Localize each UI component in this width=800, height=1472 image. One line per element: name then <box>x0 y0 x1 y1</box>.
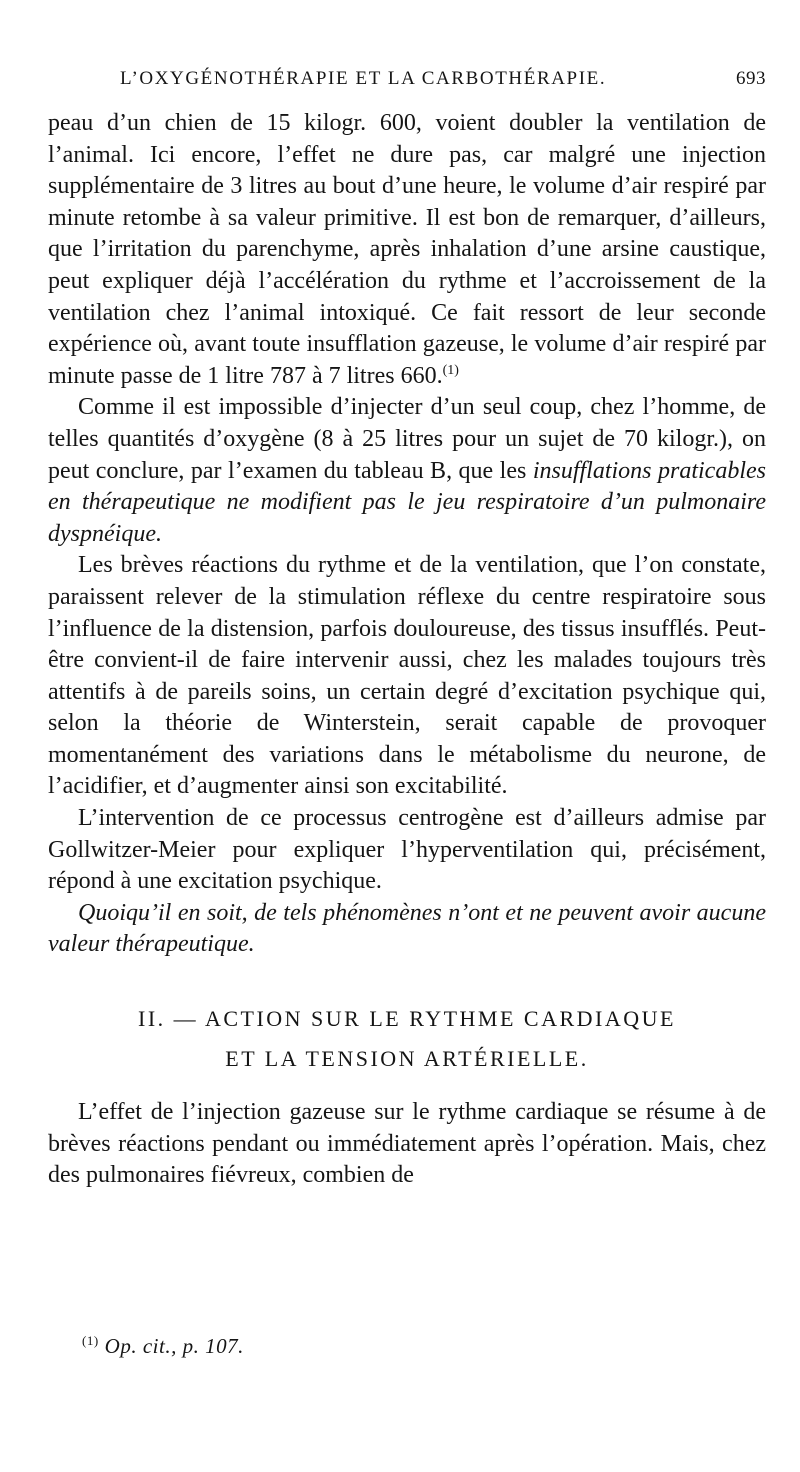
page-number: 693 <box>736 68 766 89</box>
paragraph-2 <box>48 392 766 550</box>
paragraph-2-emphasis: insufflations praticables en thérapeutique ne modifient pas le jeu respiratoire d’un pulmonaire dyspnéique. <box>48 457 766 547</box>
paragraph-1-text: peau d’un chien de 15 kilogr. 600, voient doubler la ventilation de l’animal. Ici encore, l’effet ne dure pas, car malgré une injection supplémentaire de 3 litres au bout d’une heure, le volume d’air respiré par minute retombe à sa valeur primitive. Il est bon de remarquer, d’ailleurs, que l’irritation du parenchyme, après inhalation d’une arsine caustique, peut expliquer déjà l’accélération du rythme et l’accroissement de la ventilation chez l’animal intoxiqué. Ce fait ressort de leur seconde expérience où, avant toute insufflation gazeuse, le volume d’air respiré par minute passe de 1 litre 787 à 7 litres 660. <box>48 110 766 389</box>
paragraph-1 <box>48 108 766 392</box>
paragraph-2-text: Comme il est impossible d’injecter d’un seul coup, chez l’homme, de telles quantités d’oxygène (8 à 25 litres pour un sujet de 70 kilogr.), on peut conclure, par l’examen du tableau B, que les <box>48 394 766 484</box>
footnote-marker: (1) <box>82 1333 99 1348</box>
section-heading <box>48 999 766 1079</box>
paragraph-3: Les brèves réactions du rythme et de la ventilation, que l’on constate, paraissent relever de la stimulation réflexe du centre respiratoire sous l’influence de la distension, parfois douloureuse, des tissus insufflés. Peut-être convient-il de faire intervenir aussi, chez les malades toujours très attentifs à de pareils soins, un certain degré d’excitation psychique qui, selon la théorie de Winterstein, serait capable de provoquer momentanément des variations dans le métabolisme du neurone, de l’acidifier, et d’augmenter ainsi son excitabilité. <box>48 552 766 800</box>
footnote <box>82 1334 244 1359</box>
footnote-reference: (1) <box>442 362 459 378</box>
section-heading-line-1: II. — ACTION SUR LE RYTHME CARDIAQUE <box>138 1006 676 1032</box>
running-header <box>120 68 766 90</box>
footnote-text: Op. cit., p. 107. <box>104 1334 244 1358</box>
paragraph-4: L’intervention de ce processus centrogène est d’ailleurs admise par Gollwitzer-Meier pour expliquer l’hyperventilation qui, précisément, répond à une excitation psychique. <box>48 805 766 895</box>
section-heading-line-2: ET LA TENSION ARTÉRIELLE. <box>225 1046 589 1072</box>
book-page <box>48 68 766 1192</box>
paragraph-5-conclusion: Quoiqu’il en soit, de tels phénomènes n’ont et ne peuvent avoir aucune valeur thérapeutique. <box>48 899 766 958</box>
paragraph-6: L’effet de l’injection gazeuse sur le rythme cardiaque se résume à de brèves réactions pendant ou immédiatement après l’opération. Mais, chez des pulmonaires fiévreux, combien de <box>48 1099 766 1189</box>
body-text <box>48 108 766 1192</box>
running-title: L’OXYGÉNOTHÉRAPIE ET LA CARBOTHÉRAPIE. <box>120 68 607 89</box>
